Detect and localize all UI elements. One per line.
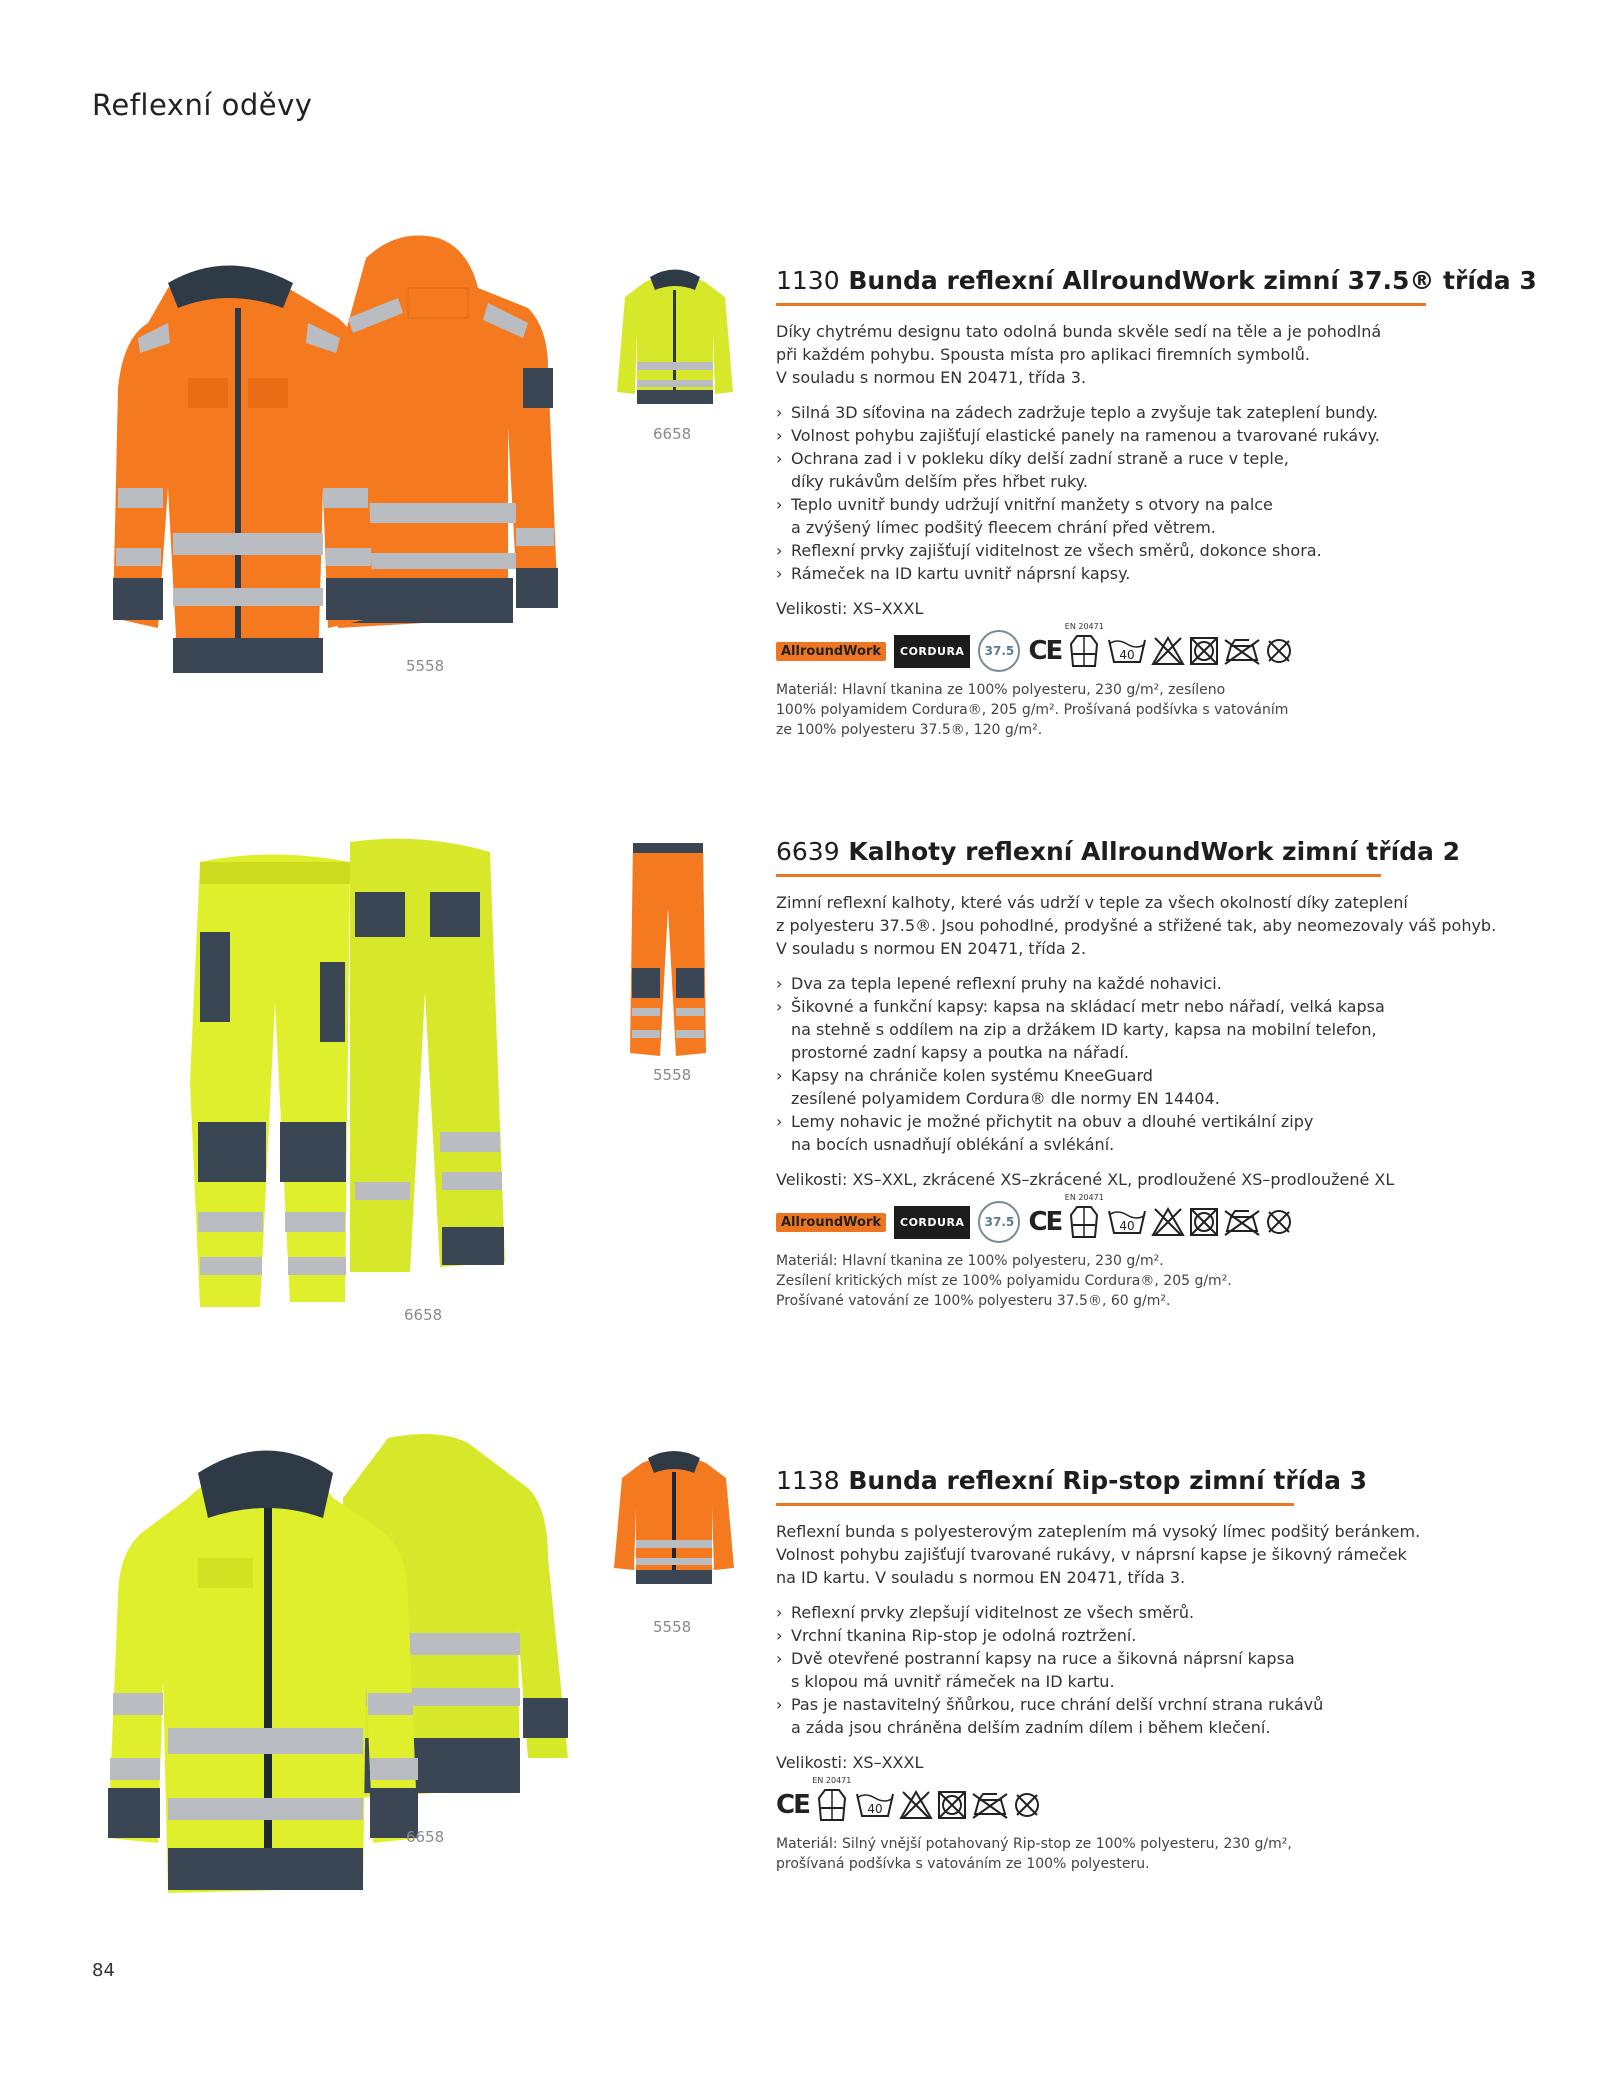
trousers-front-view [190,855,350,1308]
material-line: Prošívané vatování ze 100% polyesteru 37.5®, 60 g/m². [776,1293,1171,1309]
ce-mark-icon: CE [1028,636,1062,666]
product-code: 1138 [776,1466,840,1495]
description-line: Díky chytrému designu tato odolná bunda skvěle sedí na těle a je pohodlná [776,322,1382,341]
en20471-icon: EN 20471 [1069,1205,1099,1239]
feature-list [776,972,1496,1156]
svg-text:40: 40 [1119,1219,1135,1233]
trousers-6639-thumbnail [628,838,708,1060]
feature-item: › Lemy nohavic je možné přichytit na obuv a dlouhé vertikální zipy na bocích usnadňují oblékání a svlékání. [776,1110,1496,1156]
material-line: ze 100% polyesteru 37.5®, 120 g/m². [776,722,1043,738]
no-bleach-icon [899,1790,933,1820]
description-line: Zimní reflexní kalhoty, které vás udrží v teple za všech okolností díky zateplení [776,893,1408,912]
feature-list [776,1601,1496,1739]
material-line: 100% polyamidem Cordura®, 205 g/m². Prošívaná podšívka s vatováním [776,702,1289,718]
main-image-caption: 6658 [406,1828,445,1846]
no-bleach-icon [1151,1207,1185,1237]
product-info [776,1466,1496,1874]
feature-item: › Teplo uvnitř bundy udržují vnitřní manžety s otvory na palce a zvýšený límec podšitý fleecem chrání před větrem. [776,493,1496,539]
feature-item: › Pas je nastavitelný šňůrkou, ruce chrání delší vrchní strana rukávů a záda jsou chráněna delším zadním dílem i během klečení. [776,1693,1496,1739]
thumbnail-caption: 6658 [653,425,692,443]
feature-item: › Kapsy na chrániče kolen systému KneeGuard zesílené polyamidem Cordura® dle normy EN 14404. [776,1064,1496,1110]
product-info [776,837,1496,1311]
material-line: Materiál: Hlavní tkanina ze 100% polyesteru, 230 g/m², zesíleno [776,682,1226,698]
main-image-caption: 6658 [404,1306,443,1324]
page-title: Reflexní oděvy [92,88,313,122]
feature-item: › Reflexní prvky zajišťují viditelnost ze všech směrů, dokonce shora. [776,539,1496,562]
description-line: Volnost pohybu zajišťují tvarované rukávy, v náprsní kapse je šikovný rámeček [776,1545,1407,1564]
product-name: Kalhoty reflexní AllroundWork zimní třída 2 [848,837,1461,866]
jacket-front-view [113,266,374,674]
ce-mark-icon: CE [1028,1207,1062,1237]
product-description [776,1520,1496,1589]
badge-375-icon: 37.5 [978,630,1020,672]
allroundwork-logo: AllroundWork [776,1213,886,1232]
care-symbols [1107,636,1293,666]
wash-40-icon [855,1790,895,1820]
no-iron-icon [1223,636,1261,666]
no-dry-clean-icon [1013,1790,1041,1820]
feature-item: › Dvě otevřené postranní kapsy na ruce a šikovná náprsní kapsa s klopou má uvnitř rámeček na ID kartu. [776,1647,1496,1693]
jacket-1138-thumbnail [612,1448,736,1588]
product-description [776,320,1496,389]
feature-item: › Šikovné a funkční kapsy: kapsa na skládací metr nebo nářadí, velká kapsa na stehně s oddílem na zip a držákem ID karty, kapsa na mobilní telefon, prostorné zadní kapsy a poutka na nářadí. [776,995,1496,1064]
product-info [776,266,1537,740]
no-dry-clean-icon [1265,1207,1293,1237]
product-code: 1130 [776,266,840,295]
feature-item: › Reflexní prvky zlepšují viditelnost ze všech směrů. [776,1601,1496,1624]
product-title [776,837,1496,872]
allroundwork-logo: AllroundWork [776,642,886,661]
page-number: 84 [92,1960,115,1981]
no-iron-icon [1223,1207,1261,1237]
thumbnail-caption: 5558 [653,1066,692,1084]
title-underline [776,874,1381,877]
cordura-logo: CORDURA [894,1206,970,1239]
no-tumble-dry-icon [1189,1207,1219,1237]
material-info [776,680,1496,740]
feature-item: › Ochrana zad i v pokleku díky delší zadní straně a ruce v teple, díky rukávům delším přes hřbet ruky. [776,447,1496,493]
jacket-1130-thumbnail [615,262,735,412]
svg-text:40: 40 [867,1802,883,1816]
en20471-icon: EN 20471 [817,1788,847,1822]
trousers-back-view [350,839,505,1272]
no-iron-icon [971,1790,1009,1820]
thumbnail-caption: 5558 [653,1618,692,1636]
certification-icons [776,1776,1496,1826]
cordura-logo: CORDURA [894,635,970,668]
no-dry-clean-icon [1265,636,1293,666]
main-image-caption: 5558 [406,657,445,675]
material-info [776,1251,1496,1311]
description-line: V souladu s normou EN 20471, třída 2. [776,939,1087,958]
description-line: z polyesteru 37.5®. Jsou pohodlné, prodyšné a střižené tak, aby neomezovaly váš pohyb. [776,916,1497,935]
no-bleach-icon [1151,636,1185,666]
en20471-icon: EN 20471 [1069,634,1099,668]
jacket-1138-image [108,1428,578,1898]
certification-icons [776,1193,1496,1243]
title-underline [776,1503,1294,1506]
care-symbols [855,1790,1041,1820]
wash-40-icon [1107,636,1147,666]
material-line: prošívaná podšívka s vatováním ze 100% polyesteru. [776,1856,1150,1872]
certification-icons [776,622,1496,672]
feature-item: › Rámeček na ID kartu uvnitř náprsní kapsy. [776,562,1496,585]
jacket-1130-image [108,228,588,688]
care-symbols [1107,1207,1293,1237]
description-line: na ID kartu. V souladu s normou EN 20471, třída 3. [776,1568,1186,1587]
badge-375-icon: 37.5 [978,1201,1020,1243]
material-line: Materiál: Hlavní tkanina ze 100% polyesteru, 230 g/m². [776,1253,1164,1269]
feature-item: › Dva za tepla lepené reflexní pruhy na každé nohavici. [776,972,1496,995]
product-name: Bunda reflexní AllroundWork zimní 37.5® třída 3 [848,266,1537,295]
feature-item: › Vrchní tkanina Rip-stop je odolná roztržení. [776,1624,1496,1647]
product-description [776,891,1496,960]
product-code: 6639 [776,837,840,866]
ce-mark-icon: CE [776,1790,809,1820]
material-line: Materiál: Silný vnější potahovaný Rip-stop ze 100% polyesteru, 230 g/m², [776,1836,1292,1852]
material-info [776,1834,1496,1874]
sizes: Velikosti: XS–XXXL [776,599,924,618]
sizes: Velikosti: XS–XXXL [776,1753,924,1772]
sizes: Velikosti: XS–XXL, zkrácené XS–zkrácené XL, prodloužené XS–prodloužené XL [776,1170,1395,1189]
description-line: při každém pohybu. Spousta místa pro aplikaci firemních symbolů. [776,345,1310,364]
description-line: V souladu s normou EN 20471, třída 3. [776,368,1087,387]
feature-list [776,401,1496,585]
trousers-6639-image [180,832,510,1322]
feature-item: › Volnost pohybu zajišťují elastické panely na ramenou a tvarované rukávy. [776,424,1496,447]
svg-text:40: 40 [1119,648,1135,662]
no-tumble-dry-icon [1189,636,1219,666]
feature-item: › Silná 3D síťovina na zádech zadržuje teplo a zvyšuje tak zateplení bundy. [776,401,1496,424]
description-line: Reflexní bunda s polyesterovým zateplením má vysoký límec podšitý beránkem. [776,1522,1421,1541]
product-name: Bunda reflexní Rip-stop zimní třída 3 [848,1466,1368,1495]
title-underline [776,303,1426,306]
wash-40-icon [1107,1207,1147,1237]
no-tumble-dry-icon [937,1790,967,1820]
material-line: Zesílení kritických míst ze 100% polyamidu Cordura®, 205 g/m². [776,1273,1232,1289]
product-title [776,266,1537,301]
product-title [776,1466,1496,1501]
